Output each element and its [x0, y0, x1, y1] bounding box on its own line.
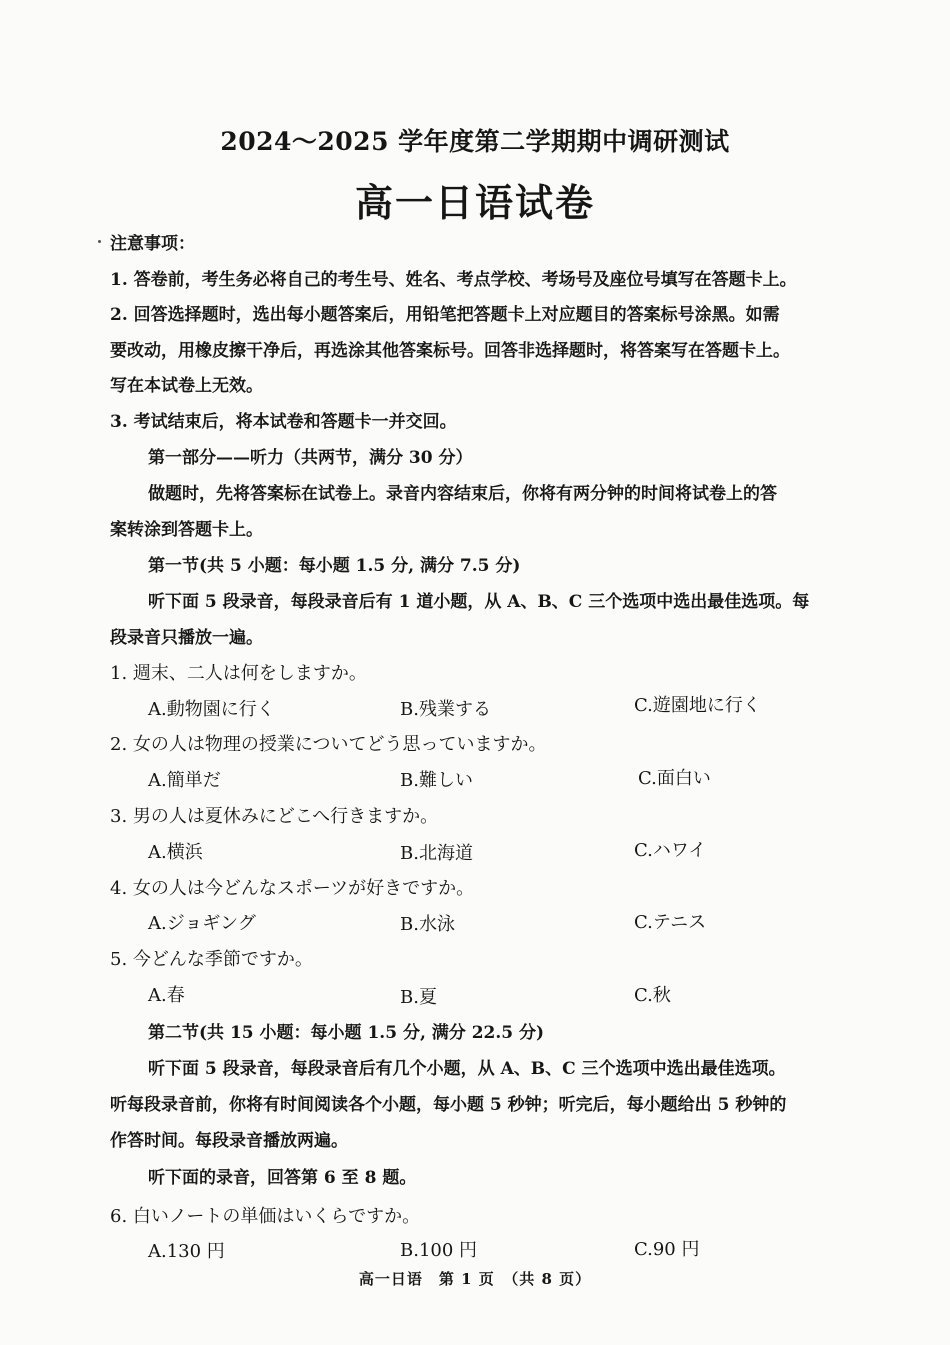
notice-heading: 注意事项： [110, 234, 195, 254]
q6-option-c: C.90 円 [634, 1239, 700, 1260]
question-2: 2. 女の人は物理の授業についてどう思っていますか。 [110, 734, 547, 755]
q6-option-a: A.130 円 [148, 1241, 225, 1262]
q1-option-b: B.残業する [400, 699, 491, 720]
section1-instruction-b: 段录音只播放一遍。 [110, 628, 263, 648]
q3-option-a: A.横浜 [148, 842, 203, 863]
section2-instruction-a: 听下面 5 段录音，每段录音后有几个小题，从 A、B、C 三个选项中选出最佳选项。 [148, 1059, 786, 1079]
section1-instruction-a: 听下面 5 段录音，每段录音后有 1 道小题，从 A、B、C 三个选项中选出最佳选项。每 [148, 592, 810, 612]
section2-instruction-b: 听每段录音前，你将有时间阅读各个小题，每小题 5 秒钟；听完后，每小题给出 5 秒钟的 [110, 1095, 787, 1115]
bullet-dot [98, 240, 101, 243]
notice-item-1: 1. 答卷前，考生务必将自己的考生号、姓名、考点学校、考场号及座位号填写在答题卡上。 [110, 270, 797, 290]
notice-item-2a: 2. 回答选择题时，选出每小题答案后，用铅笔把答题卡上对应题目的答案标号涂黑。如需 [110, 305, 780, 325]
notice-item-3: 3. 考试结束后，将本试卷和答题卡一并交回。 [110, 412, 457, 432]
paper-title: 高一日语试卷 [354, 180, 595, 225]
q5-option-a: A.春 [148, 985, 185, 1006]
exam-title: 2024～2025 学年度第二学期期中调研测试 [220, 127, 730, 156]
q4-option-a: A.ジョギング [148, 913, 256, 934]
question-5: 5. 今どんな季節ですか。 [110, 949, 313, 970]
q4-option-b: B.水泳 [400, 914, 455, 935]
part1-instruction-b: 案转涂到答题卡上。 [110, 520, 263, 540]
q3-option-b: B.北海道 [400, 843, 473, 864]
q6-option-b: B.100 円 [400, 1240, 478, 1261]
question-3: 3. 男の人は夏休みにどこへ行きますか。 [110, 806, 439, 827]
q1-option-a: A.動物園に行く [148, 699, 275, 720]
question-6: 6. 白いノートの単価はいくらですか。 [110, 1206, 421, 1227]
section2-instruction-c: 作答时间。每段录音播放两遍。 [110, 1131, 348, 1151]
section1-heading: 第一节(共 5 小题：每小题 1.5 分, 满分 7.5 分) [148, 556, 521, 576]
notice-item-2b: 要改动，用橡皮擦干净后，再选涂其他答案标号。回答非选择题时，将答案写在答题卡上。 [110, 341, 790, 361]
q1-option-c: C.遊園地に行く [634, 695, 761, 716]
part1-instruction-a: 做题时，先将答案标在试卷上。录音内容结束后，你将有两分钟的时间将试卷上的答 [148, 484, 777, 504]
question-4: 4. 女の人は今どんなスポーツが好きですか。 [110, 878, 475, 899]
part1-heading: 第一部分——听力（共两节，满分 30 分） [148, 448, 473, 468]
section2-sub-instruction: 听下面的录音，回答第 6 至 8 题。 [148, 1168, 417, 1188]
q5-option-c: C.秋 [634, 985, 671, 1006]
q5-option-b: B.夏 [400, 987, 437, 1008]
q2-option-a: A.簡単だ [148, 770, 221, 791]
q3-option-c: C.ハワイ [634, 840, 707, 861]
q4-option-c: C.テニス [634, 912, 707, 933]
question-1: 1. 週末、二人は何をしますか。 [110, 663, 367, 684]
notice-item-2c: 写在本试卷上无效。 [110, 376, 263, 396]
section2-heading: 第二节(共 15 小题：每小题 1.5 分, 满分 22.5 分) [148, 1023, 545, 1043]
q2-option-b: B.難しい [400, 770, 473, 791]
q2-option-c: C.面白い [638, 768, 711, 789]
page-footer: 高一日语 第 1 页 （共 8 页） [358, 1270, 592, 1288]
